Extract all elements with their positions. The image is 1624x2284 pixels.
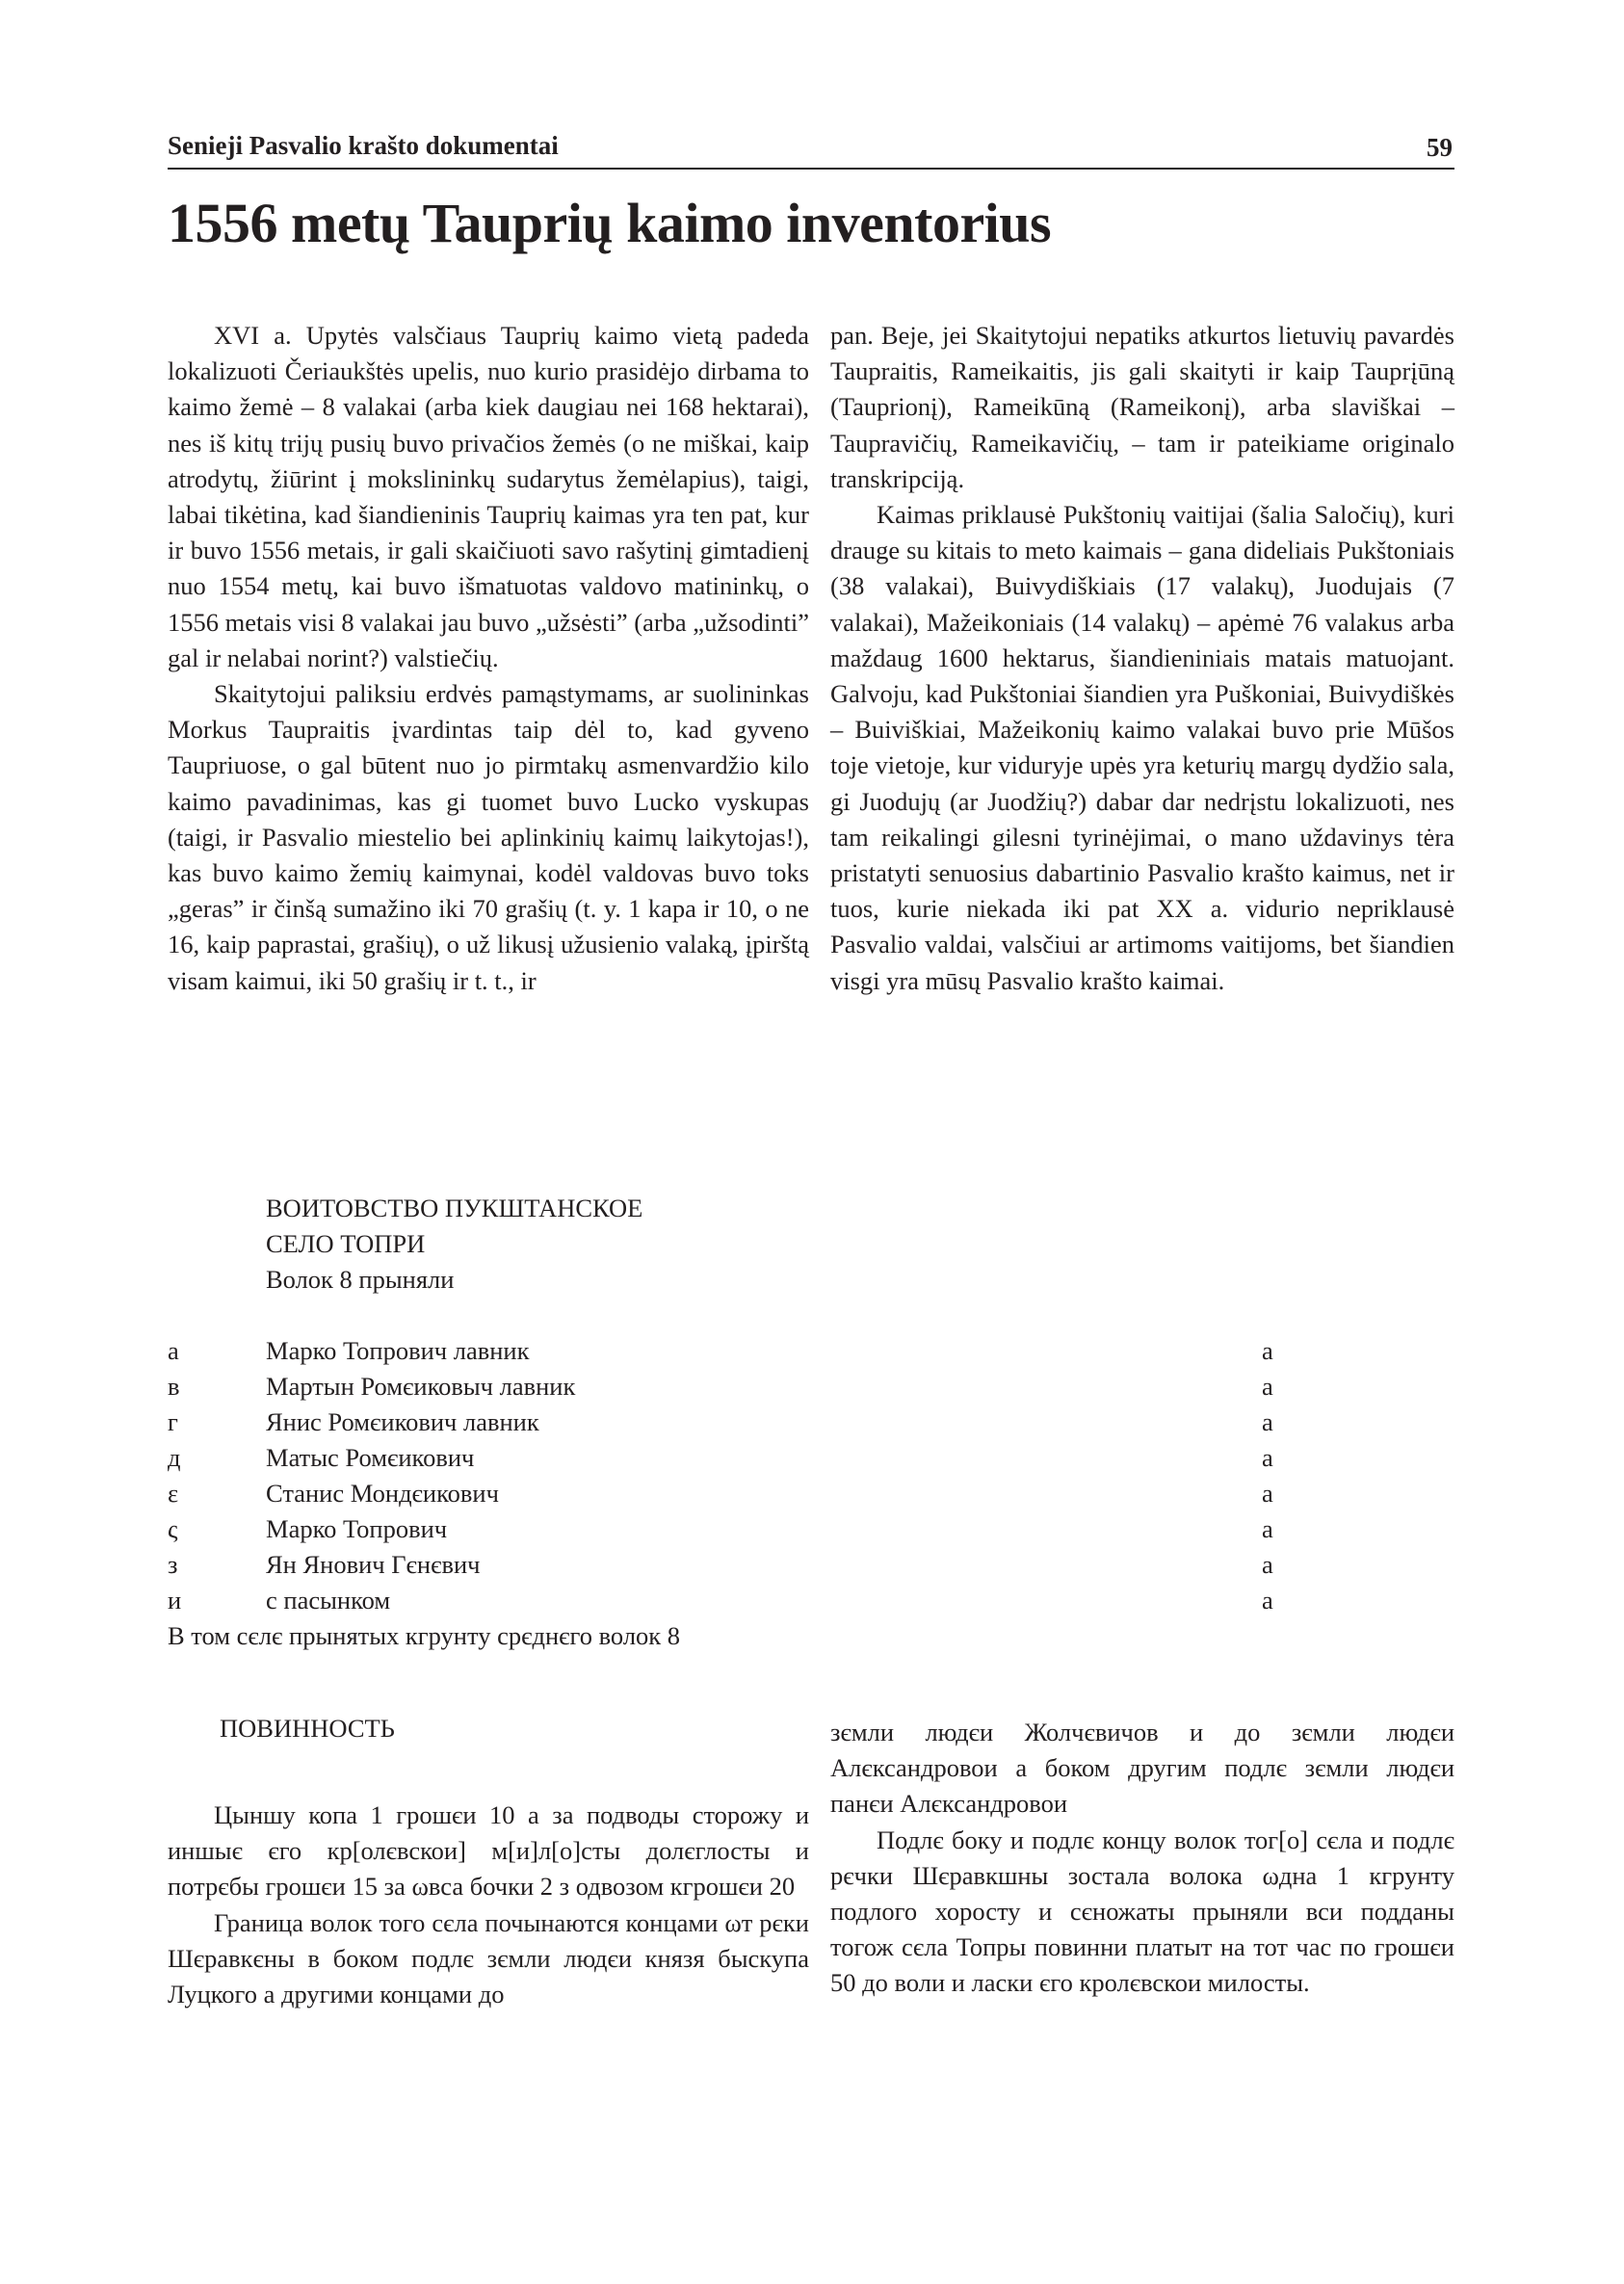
roster-name: Ян Янович Гєнєвич: [266, 1550, 481, 1579]
duties-paragraph: Граница волок того сєла почынаются концами ωт рєки Шєравкєны в боком подлє зємли людєи князя быскупа Луцкого а другими концами до: [168, 1907, 809, 2009]
page-number: 59: [1427, 133, 1453, 162]
roster-row: [168, 1583, 1454, 1618]
roster-number: ς: [168, 1514, 178, 1543]
roster-mark: а: [1262, 1479, 1273, 1508]
roster-name: Матыс Ромєикович: [266, 1443, 475, 1472]
roster-mark: а: [1262, 1407, 1273, 1436]
roster-row: [168, 1547, 1454, 1583]
roster-mark: а: [1262, 1336, 1273, 1365]
village-heading: СЕЛО ТОПРИ: [266, 1229, 426, 1258]
intro-paragraph: Kaimas priklausė Pukštonių vaitijai (šalia Saločių), kuri drauge su kitais to meto kaimais – gana dideliais Pukštoniais (38 valakai), Buivydiškiais (17 valakų), Juodujais (7 valakai), Mažeikoniais (14 valakų) – apėmė 76 valakus arba maždaug 1600 hektarus, šiandieniniais matais matuojant. Galvoju, kad Pukštoniai šiandien yra Puškoniai, Buivydiškės – Buiviškiai, Mažeikonių kaimo valakai buvo prie Mūšos toje vietoje, kur viduryje upės yra keturių margų dydžio sala, gi Juodujų (ar Juodžių?) dabar dar nedrįstu lokalizuoti, nes tam reikalingi gilesni tyrinėjimai, o mano uždavinys tėra pristatyti senuosius dabartinio Pasvalio krašto kaimus, net ir tuos, kurie niekada iki pat XX a. vidurio nepriklausė Pasvalio valdai, valsčiui ar artimoms vaitijoms, bet šiandien visgi yra mūsų Pasvalio krašto kaimai.: [830, 500, 1454, 995]
duties-heading: ПОВИННОСТЬ: [220, 1714, 395, 1743]
duties-right-column: [830, 1715, 1454, 2002]
roster-row: [168, 1369, 1454, 1405]
intro-paragraph: pan. Beje, jei Skaitytojui nepatiks atkurtos lietuvių pavardės Taupraitis, Rameikaitis, jis gali skaityti ir kaip Tauprįūną (Tauprionį), Rameikūną (Rameikonį), arba slaviškai – Taupravičių, Rameikavičių, – tam ir pateikiame originalo transkripciją.: [830, 321, 1454, 493]
roster-name: Янис Ромєикович лавник: [266, 1407, 539, 1436]
roster-row: [168, 1440, 1454, 1476]
roster-row: [168, 1333, 1454, 1369]
roster-mark: а: [1262, 1550, 1273, 1579]
roster-name: Марко Топрович: [266, 1514, 448, 1543]
roster-name: Станис Мондєикович: [266, 1479, 499, 1508]
intro-left-column: [168, 318, 809, 999]
roster-name: с пасынком: [266, 1586, 391, 1615]
duties-paragraph: Цыншу копа 1 грошєи 10 а за подводы сторожу и иншыє єго кр[олєвскои] м[и]л[о]сты долєглосты и потрєбы грошєи 15 за ωвса бочки 2 з одвозом кгрошєи 20: [168, 1800, 809, 1902]
roster-row: [168, 1405, 1454, 1440]
land-measure: Волок 8 прыняли: [266, 1265, 455, 1294]
roster-mark: а: [1262, 1443, 1273, 1472]
roster-mark: а: [1262, 1586, 1273, 1615]
intro-paragraph: Skaitytojui paliksiu erdvės pamąstymams, ar suolininkas Morkus Taupraitis įvardintas taip dėl to, kad gyveno Taupriuose, o gal būtent nuo jo pirmtakų asmenvardžio kilo kaimo pavadinimas, kas gi tuomet buvo Lucko vyskupas (taigi, ir Pasvalio miestelio bei aplinkinių kaimų laikytojas!), kas buvo kaimo žemių kaimynai, kodėl valdovas buvo toks „geras” ir činšą sumažino iki 70 grašių (t. y. 1 kapa ir 10, o ne 16, kaip paprastai, grašių), o už likusį užusienio valaką, įpirštą visam kaimui, iki 50 grašių ir t. t., ir: [168, 679, 809, 995]
series-title: Senieji Pasvalio krašto dokumentai: [168, 131, 559, 160]
intro-right-column: [830, 318, 1454, 999]
roster-number: з: [168, 1550, 178, 1579]
roster-mark: а: [1262, 1372, 1273, 1401]
duties-paragraph: Подлє боку и подлє концу волок тог[о] сєла и подлє рєчки Шєравкшны зостала волока ωдна 1 кгрунту подлого хоросту и сєножаты прыняли вси подданы тогож сєла Топры повинни платыт на тот час по грошєи 50 до воли и ласки єго кролєвскои милосты.: [830, 1825, 1454, 1998]
district-heading: ВОИТОВСТВО ПУКШТАНСКОЕ: [266, 1194, 643, 1222]
article-title: 1556 metų Tauprių kaimo inventorius: [168, 192, 1052, 254]
roster-number: в: [168, 1372, 180, 1401]
roster-number: д: [168, 1443, 181, 1472]
transcription-heading: [266, 1191, 642, 1298]
duties-left-column: [168, 1798, 809, 2012]
roster-number: а: [168, 1336, 179, 1365]
roster-number: г: [168, 1407, 178, 1436]
roster-mark: а: [1262, 1514, 1273, 1543]
roster-name: Мартын Ромєиковыч лавник: [266, 1372, 576, 1401]
intro-paragraph: XVI a. Upytės valsčiaus Tauprių kaimo vietą padeda lokalizuoti Čeriaukštės upelis, nuo kurio prasidėjo dirbama to kaimo žemė – 8 valakai (arba kiek daugiau nei 168 hektarai), nes iš kitų trijų pusių buvo privačios žemės (o ne miškai, kaip atrodytų, žiūrint į mokslininkų sudarytus žemėlapius), taigi, labai tikėtina, kad šiandieninis Tauprių kaimas yra ten pat, kur ir buvo 1556 metais, ir gali skaičiuoti savo rašytinį gimtadienį nuo 1554 metų, kai buvo išmatuotas valdovo matininkų, o 1556 metais visi 8 valakai jau buvo „užsėsti” (arba „užsodinti” gal ir nelabai norint?) valstiečių.: [168, 321, 809, 672]
roster-row: [168, 1476, 1454, 1511]
roster-number: ε: [168, 1479, 179, 1508]
roster-total: В том сєлє прынятых кгрунту срєднєго волок 8: [168, 1621, 681, 1650]
roster-name: Марко Топрович лавник: [266, 1336, 530, 1365]
peasant-roster: [168, 1333, 1454, 1654]
roster-number: и: [168, 1586, 182, 1615]
roster-row: [168, 1511, 1454, 1547]
running-head: [168, 127, 1454, 170]
duties-paragraph: зємли людєи Жолчєвичов и до зємли людєи Алєксандровои а боком другим подлє зємли людєи панєи Алєксандровои: [830, 1718, 1454, 1819]
